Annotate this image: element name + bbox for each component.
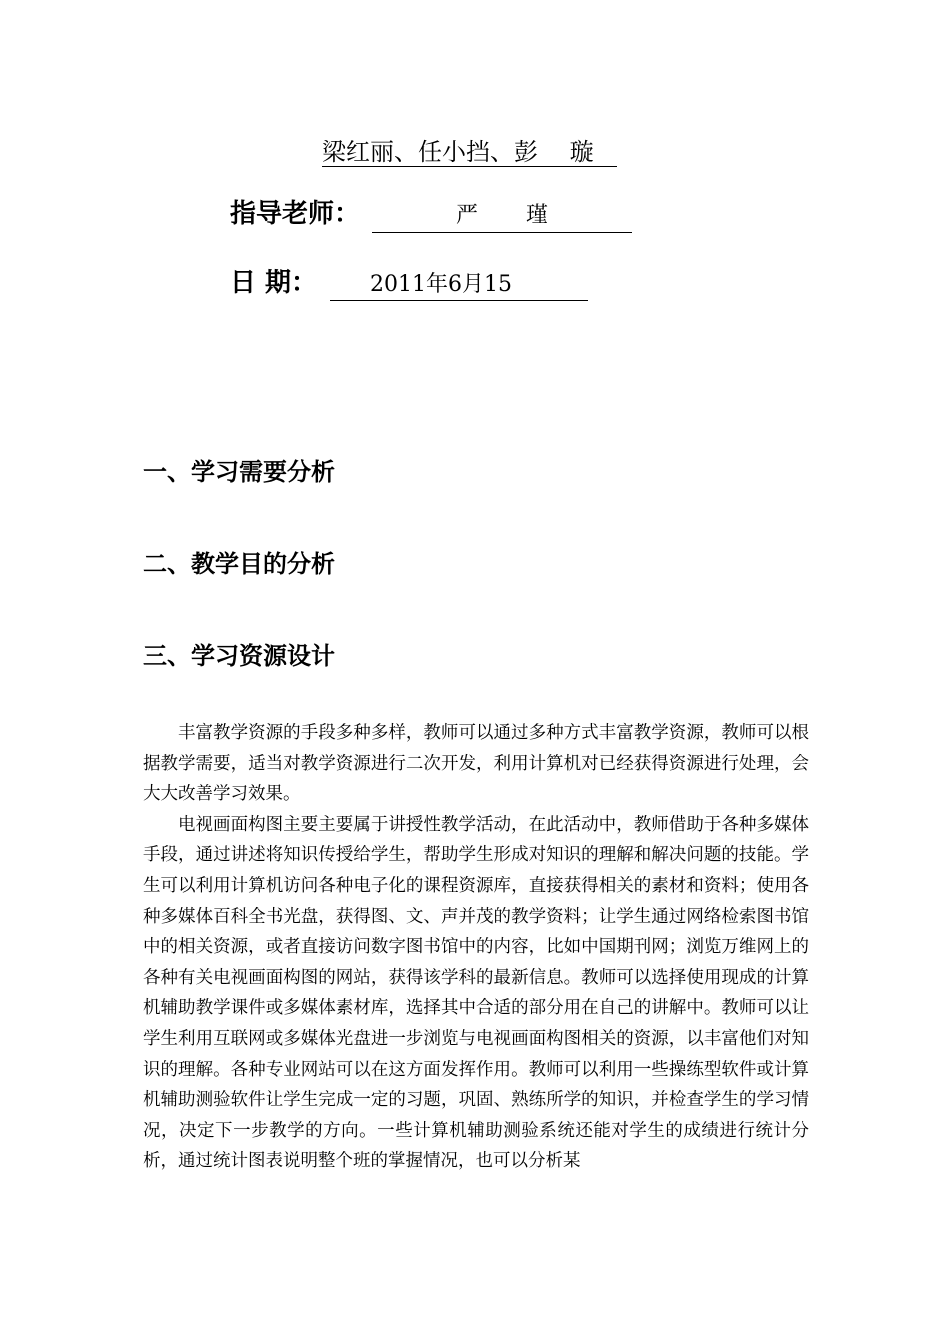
supervisor-row <box>230 196 596 232</box>
date-row <box>230 265 512 301</box>
date-value: 2011年6月15 <box>330 265 588 301</box>
section-heading-learning-resources: 三、学习资源设计 <box>143 642 335 670</box>
date-label: 日 期： <box>230 268 318 298</box>
body-text <box>143 718 809 1177</box>
paragraph: 电视画面构图主要主要属于讲授性教学活动，在此活动中，教师借助于各种多媒体手段，通过讲述将知识传授给学生，帮助学生形成对知识的理解和解决问题的技能。学生可以利用计算机访问各种电子化的课程资源库，直接获得相关的素材和资料；使用各种多媒体百科全书光盘，获得图、文、声并茂的教学资料；让学生通过网络检索图书馆中的相关资源，或者直接访问数字图书馆中的内容，比如中国期刊网；浏览万维网上的各种有关电视画面构图的网站，获得该学科的最新信息。教师可以选择使用现成的计算机辅助教学课件或多媒体素材库，选择其中合适的部分用在自己的讲解中。教师可以让学生利用互联网或多媒体光盘进一步浏览与电视画面构图相关的资源，以丰富他们对知识的理解。各种专业网站可以在这方面发挥作用。教师可以利用一些操练型软件或计算机辅助测验软件让学生完成一定的习题，巩固、熟练所学的知识，并检查学生的学习情况，决定下一步教学的方向。一些计算机辅助测验系统还能对学生的成绩进行统计分析，通过统计图表说明整个班的掌握情况，也可以分析某 <box>143 814 809 1172</box>
section-heading-learning-needs: 一、学习需要分析 <box>143 458 335 486</box>
supervisor-label: 指导老师： <box>230 199 361 229</box>
author-names: 梁红丽、任小挡、彭 璇 <box>322 134 617 167</box>
paragraph: 丰富教学资源的手段多种多样，教师可以通过多种方式丰富教学资源，教师可以根据教学需要，适当对教学资源进行二次开发，利用计算机对已经获得资源进行处理，会大大改善学习效果。 <box>143 723 809 805</box>
section-heading-teaching-objectives: 二、教学目的分析 <box>143 550 335 578</box>
supervisor-name: 严瑾 <box>372 196 632 233</box>
